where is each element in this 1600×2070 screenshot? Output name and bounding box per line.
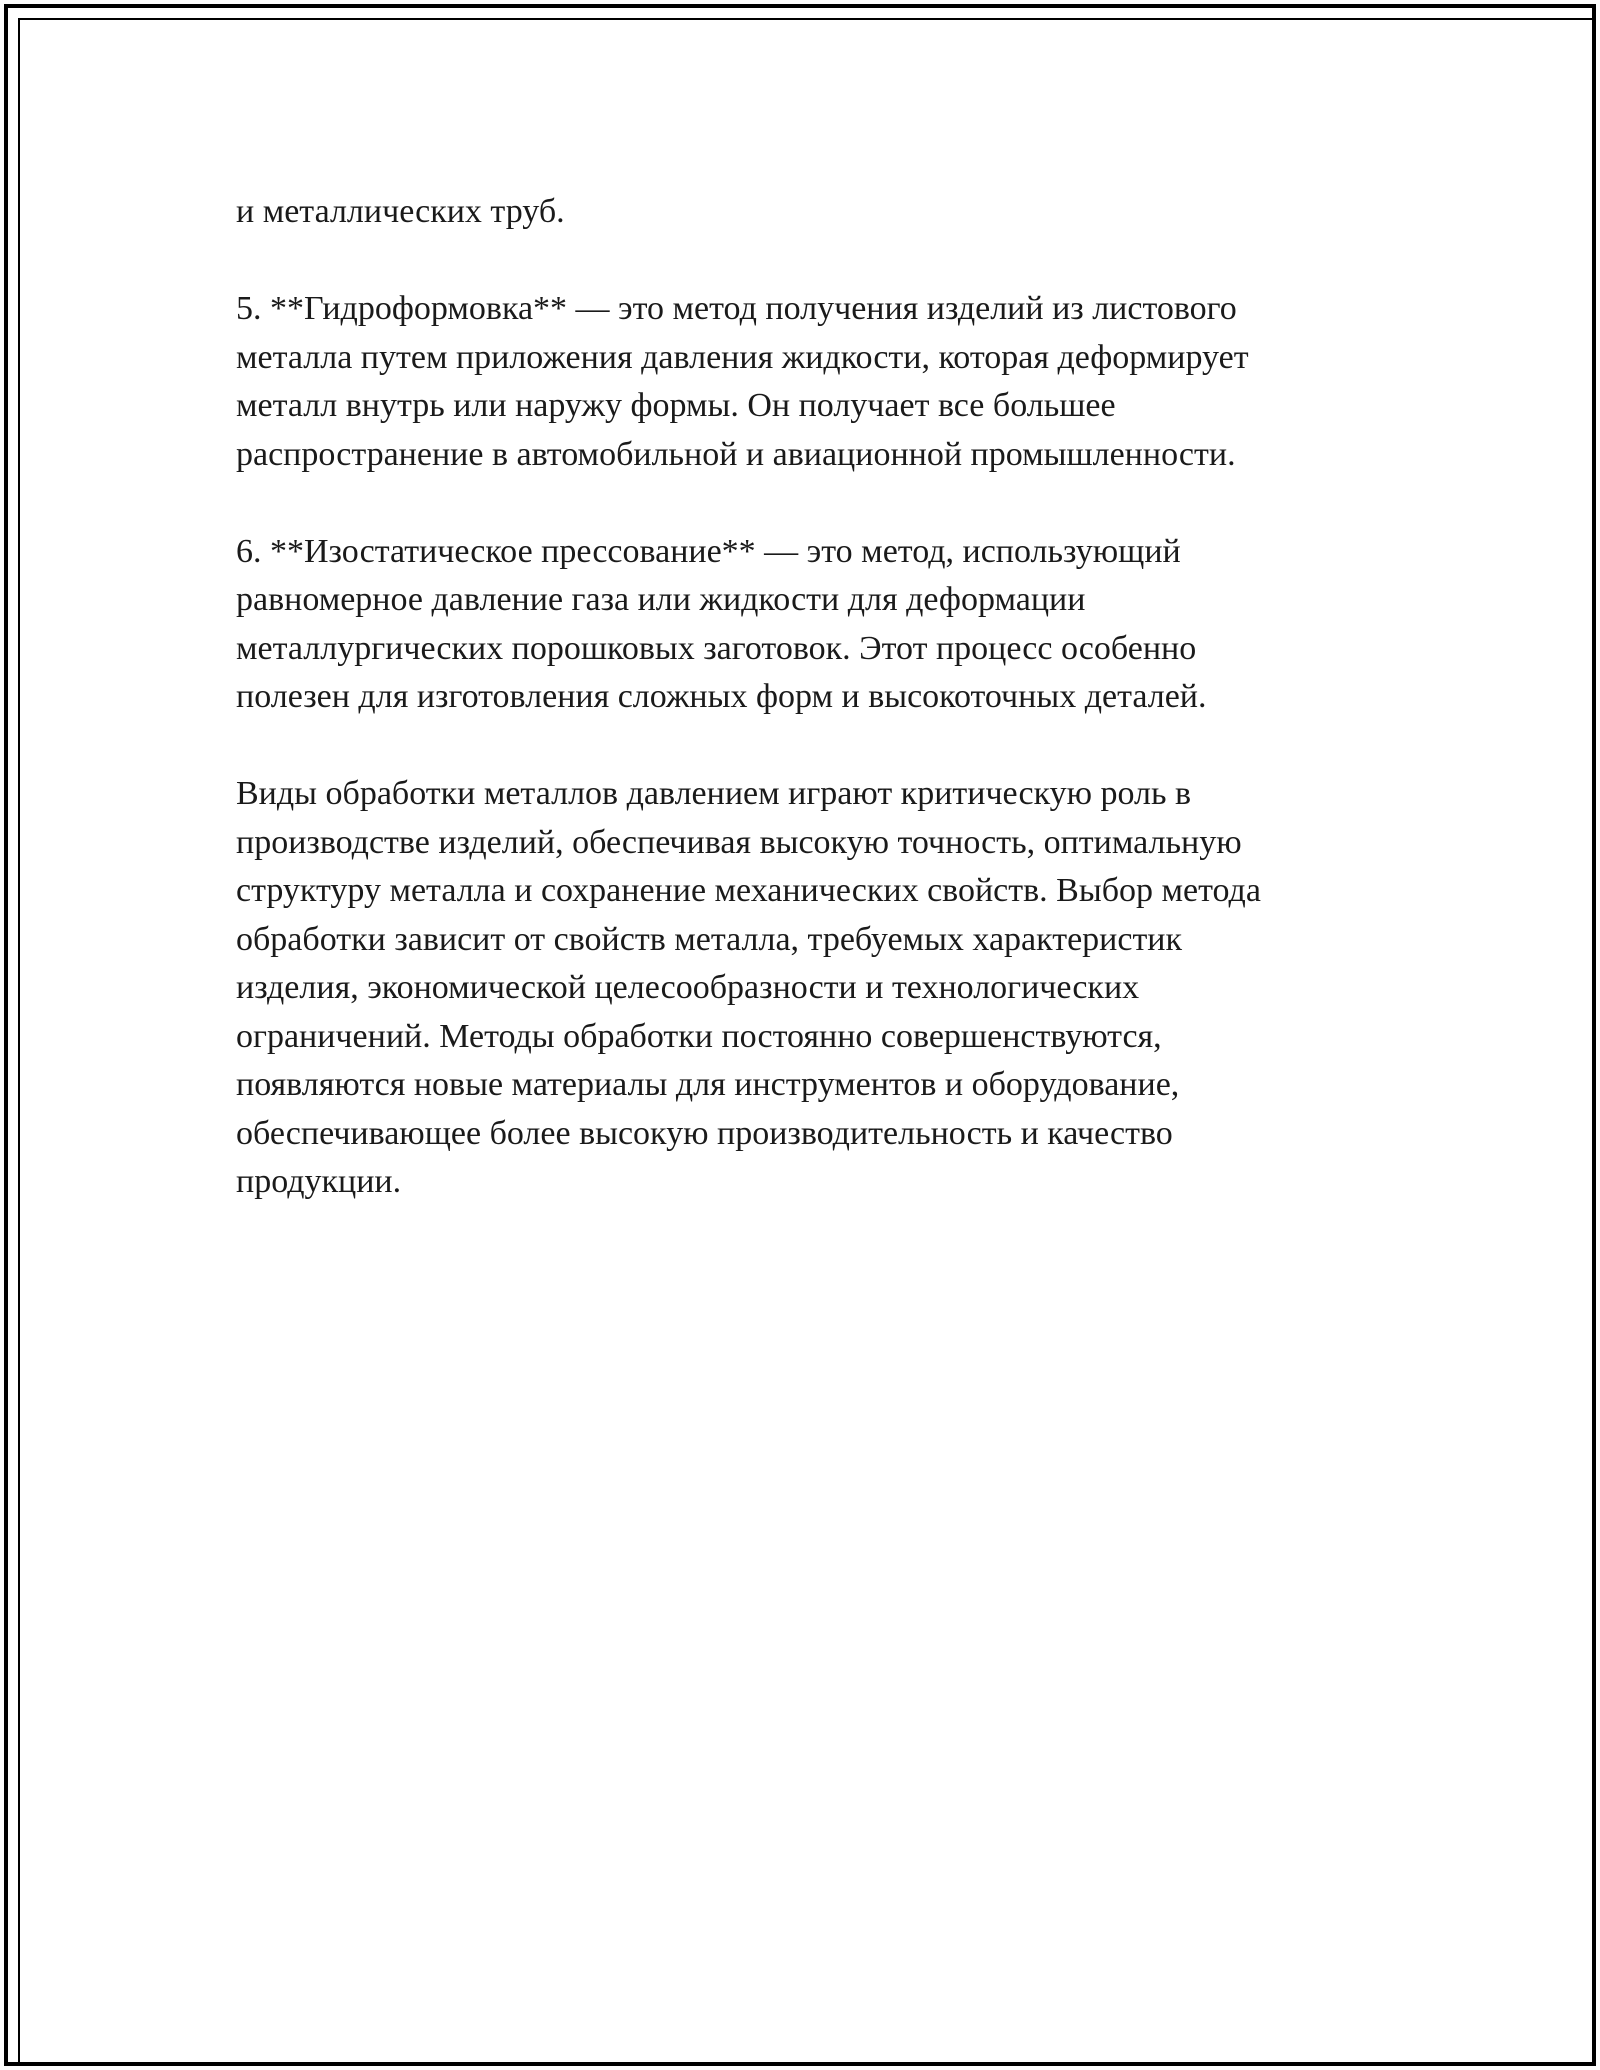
text-line: металл внутрь или наружу формы. Он получает все большее <box>236 387 1116 424</box>
paragraph-continuation <box>236 188 1366 237</box>
text-line: ограничений. Методы обработки постоянно совершенствуются, <box>236 1017 1162 1055</box>
text-line: и металлических труб. <box>236 193 565 230</box>
text-line: полезен для изготовления сложных форм и высокоточных деталей. <box>236 678 1207 715</box>
text-line: структуру металла и сохранение механических свойств. Выбор метода <box>236 872 1261 909</box>
text-line: изделия, экономической целесообразности и технологических <box>236 969 1140 1006</box>
text-line: металлургических порошковых заготовок. Этот процесс особенно <box>236 629 1197 667</box>
text-line: продукции. <box>236 1163 402 1200</box>
paragraph-conclusion <box>236 770 1366 1207</box>
text-line: металла путем приложения давления жидкости, которая деформирует <box>236 338 1249 376</box>
text-line: появляются новые материалы для инструментов и оборудование, <box>236 1066 1180 1103</box>
text-line: равномерное давление газа или жидкости для деформации <box>236 581 1086 618</box>
paragraph-isostatic-pressing <box>236 528 1366 722</box>
text-line: Виды обработки металлов давлением играют критическую роль в <box>236 775 1192 812</box>
text-line: обработки зависит от свойств металла, требуемых характеристик <box>236 920 1183 958</box>
document-body <box>236 188 1366 1255</box>
text-line: распространение в автомобильной и авиационной промышленности. <box>236 435 1236 473</box>
text-line: обеспечивающее более высокую производительность и качество <box>236 1114 1173 1152</box>
text-line: 6. **Изостатическое прессование** — это метод, использующий <box>236 532 1181 570</box>
paragraph-hydroforming <box>236 285 1366 479</box>
text-line: производстве изделий, обеспечивая высокую точность, оптимальную <box>236 823 1242 861</box>
text-line: 5. **Гидроформовка** — это метод получения изделий из листового <box>236 290 1237 327</box>
